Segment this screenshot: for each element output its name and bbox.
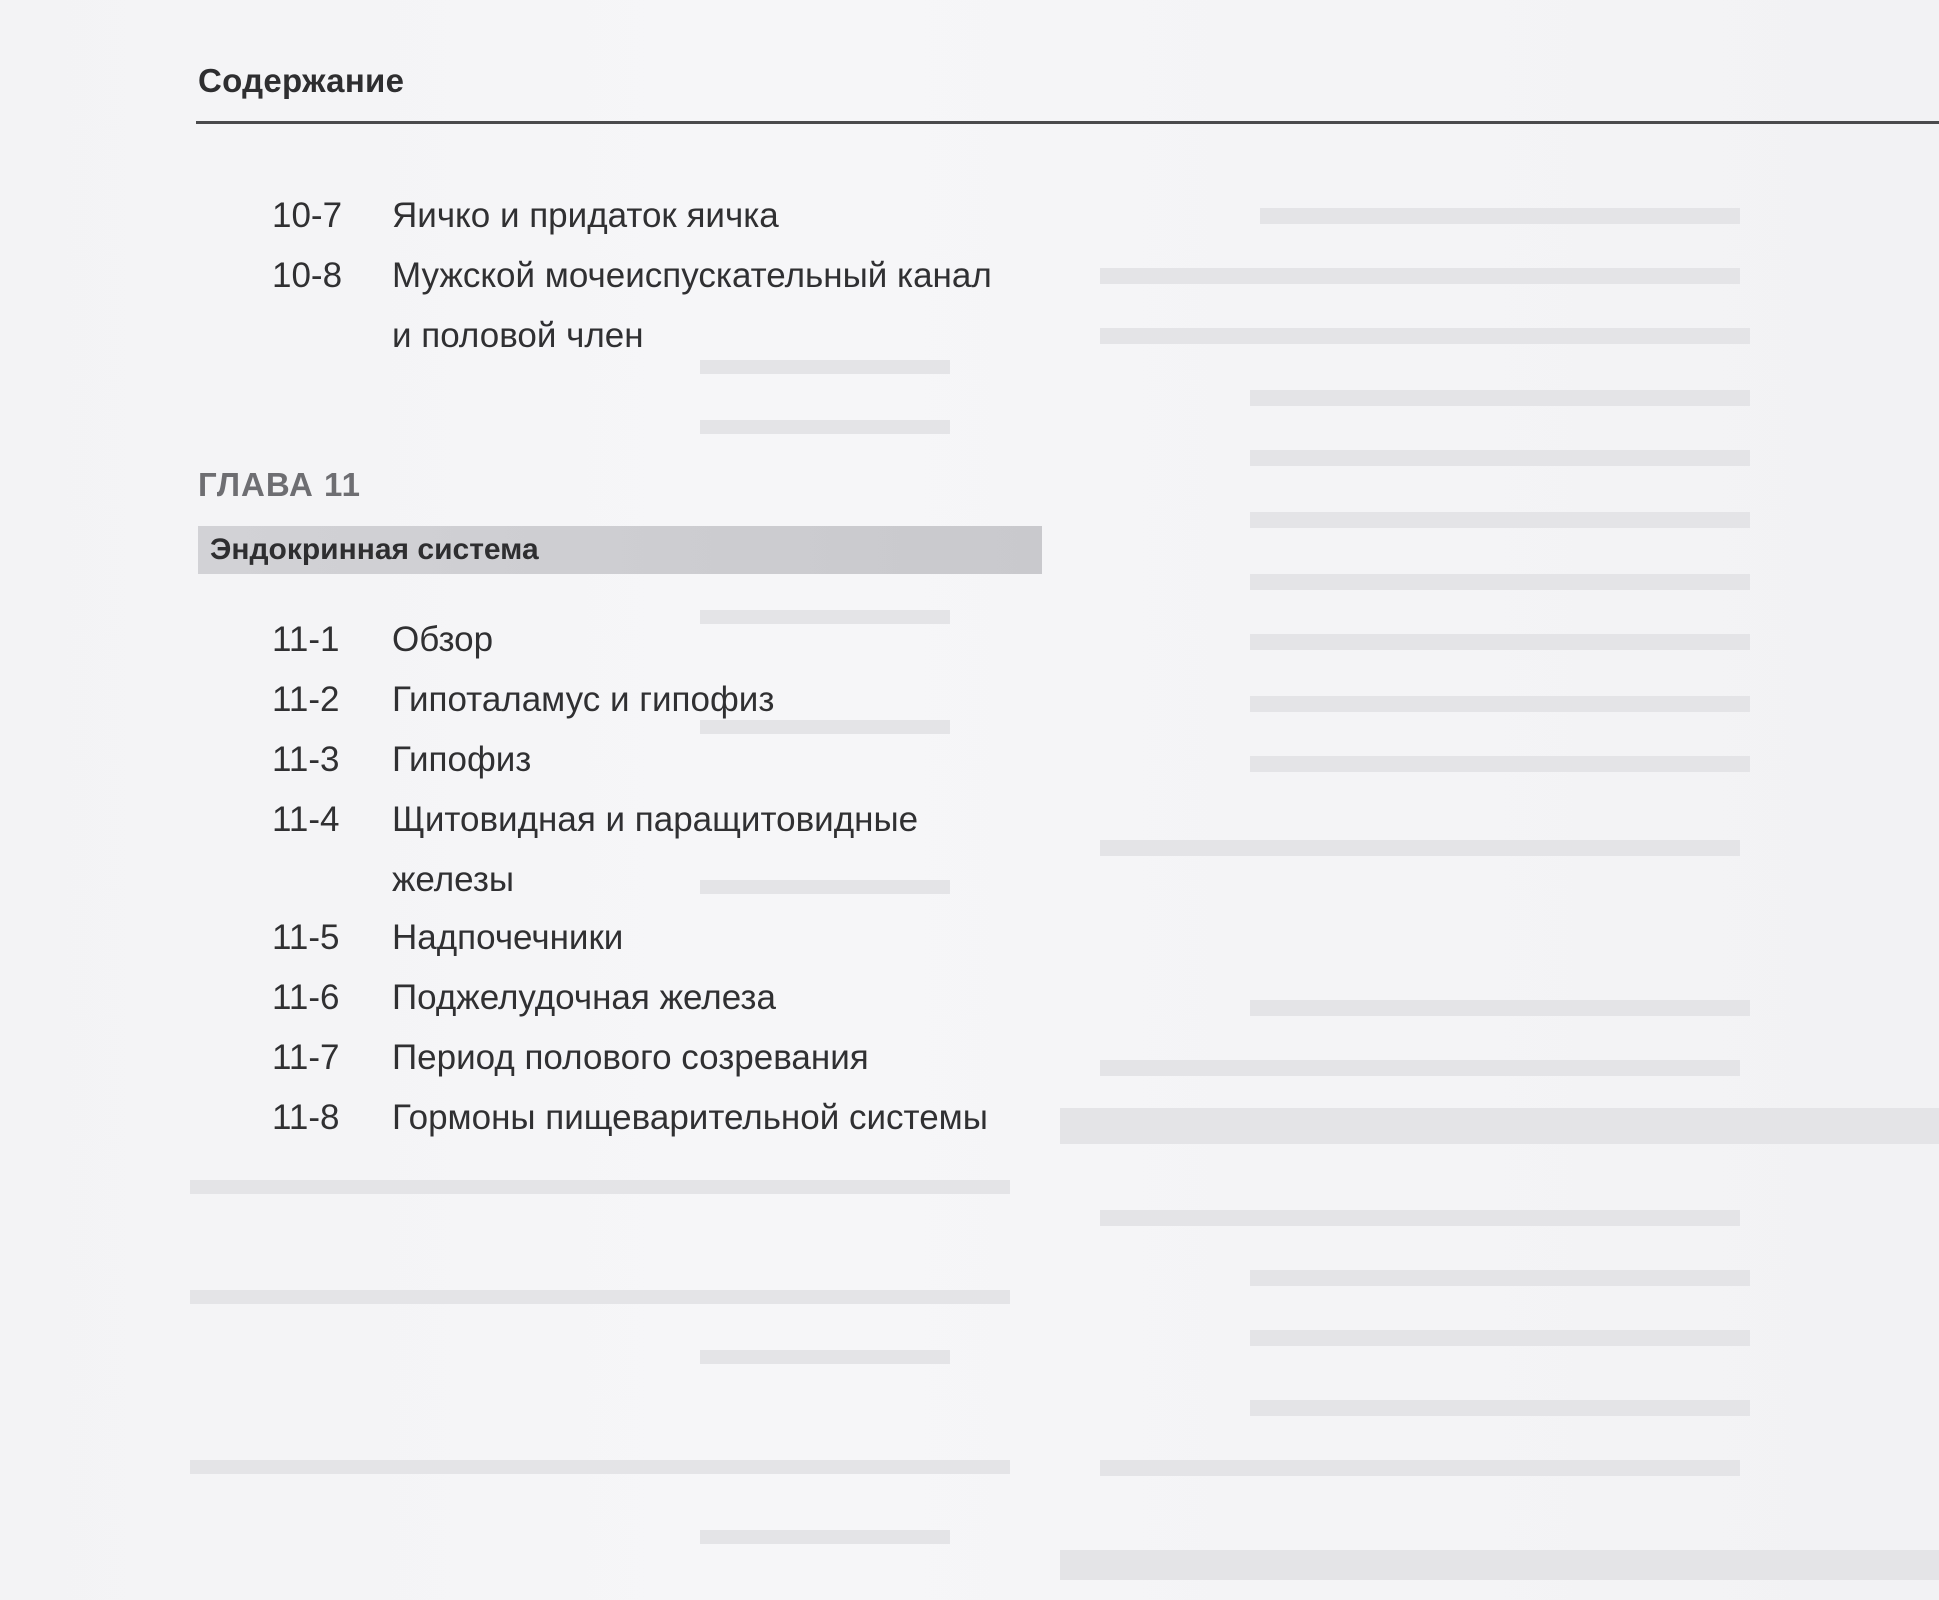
toc-entry-number: 10-8 [272,256,343,295]
toc-entry-title: Гипофиз [392,740,532,779]
toc-entry-title: Поджелудочная железа [392,978,776,1017]
toc-entry-number: 11-2 [272,680,340,719]
toc-entry-number: 11-3 [272,740,340,779]
toc-entry-number: 11-6 [272,978,340,1017]
chapter-title: Эндокринная система [210,533,539,566]
toc-entry-number: 11-5 [272,918,340,957]
toc-entry-title: Гипоталамус и гипофиз [392,680,775,719]
toc-entry-number: 10-7 [272,196,343,235]
toc-entry-number: 11-1 [272,620,340,659]
toc-entry-title: Гормоны пищеварительной системы [392,1098,988,1137]
toc-entry-title-line-2: и половой член [392,316,644,355]
toc-entry-number: 11-7 [272,1038,340,1077]
toc-entry-title: Обзор [392,620,494,659]
toc-entry-number: 11-8 [272,1098,340,1137]
toc-entry-title: Щитовидная и паращитовидные [392,800,919,839]
chapter-label: ГЛАВА 11 [198,466,361,503]
toc-entry-number: 11-4 [272,800,340,839]
toc-entry-title: Мужской мочеиспускательный канал [392,256,992,295]
toc-entry-title: Период полового созревания [392,1038,869,1077]
toc-entry-title-line-2: железы [392,860,515,899]
chapter-title-band [198,526,1042,574]
page-header-title: Содержание [198,62,405,99]
toc-entry-title: Надпочечники [392,918,624,957]
toc-entry-title: Яичко и придаток яичка [392,196,779,235]
header-rule [196,121,1939,124]
